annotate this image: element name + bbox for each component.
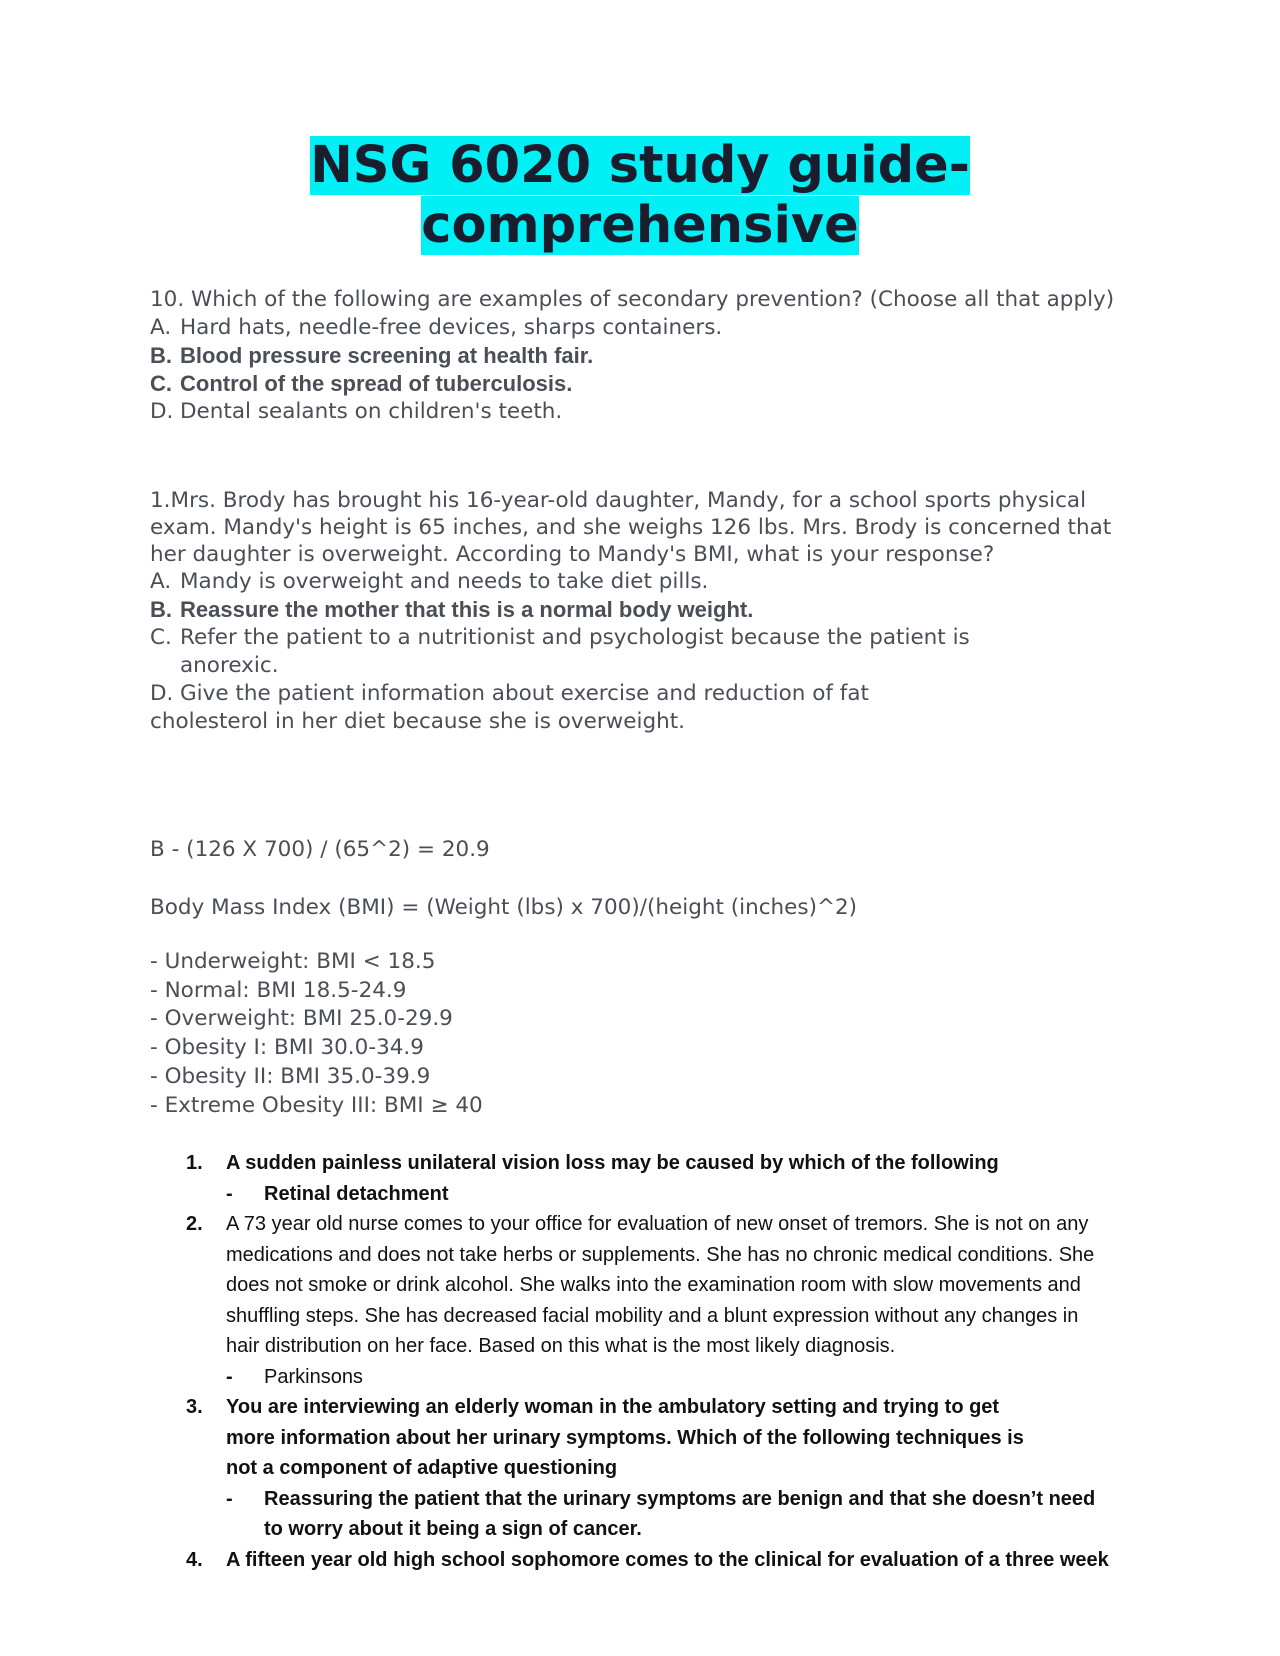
- document-title: [150, 136, 1130, 256]
- list-item: [186, 1545, 1116, 1576]
- bmi-range: - Underweight: BMI < 18.5: [150, 949, 436, 974]
- title-line-2: comprehensive: [421, 196, 859, 255]
- question-line: more information about her urinary symptoms. Which of the following techniques is: [226, 1426, 1024, 1449]
- item-question: A fifteen year old high school sophomore comes to the clinical for evaluation of a three week: [226, 1548, 1109, 1571]
- option-text: Give the patient information about exercise and reduction of fat: [180, 681, 869, 706]
- option-letter: C.: [150, 625, 172, 650]
- question-line: You are interviewing an elderly woman in the ambulatory setting and trying to get: [226, 1396, 1000, 1418]
- answer-calculation: B - (126 X 700) / (65^2) = 20.9: [150, 837, 490, 862]
- item-answer: [186, 1362, 1116, 1393]
- title-line-1: NSG 6020 study guide-: [310, 136, 970, 195]
- option-letter: C.: [150, 371, 172, 396]
- bmi-ranges: [150, 948, 1135, 1120]
- dash-bullet: -: [226, 1182, 233, 1205]
- option-letter: A.: [150, 569, 172, 594]
- dash-bullet: -: [226, 1487, 233, 1510]
- option-text: Refer the patient to a nutritionist and psychologist because the patient is anorexic.: [180, 625, 970, 678]
- question-line: not a component of adaptive questioning: [226, 1457, 618, 1479]
- item-question: A sudden painless unilateral vision loss may be caused by which of the following: [226, 1152, 999, 1174]
- list-item: [186, 1148, 1116, 1179]
- option-text: Hard hats, needle-free devices, sharps containers.: [180, 315, 723, 340]
- option-letter: B.: [150, 597, 172, 622]
- item-question: A 73 year old nurse comes to your office for evaluation of new onset of tremors. She is not on any medications and does not take herbs or supplements. She has no chronic medical conditions. She does not smoke or drink alcohol. She walks into the examination room with slow movements and shuffling steps. She has decreased facial mobility and a blunt expression without any changes in hair distribution on her face. Based on this what is the most likely diagnosis.: [226, 1213, 1095, 1357]
- option-text: Dental sealants on children's teeth.: [180, 399, 563, 424]
- option-letter: B.: [150, 343, 172, 368]
- item-number: 4.: [186, 1548, 203, 1571]
- bmi-range: - Normal: BMI 18.5-24.9: [150, 977, 407, 1003]
- option-letter: D.: [150, 399, 174, 424]
- question-10: [150, 286, 1135, 426]
- bmi-formula: Body Mass Index (BMI) = (Weight (lbs) x 700)/(height (inches)^2): [150, 895, 858, 920]
- bmi-range: - Obesity II: BMI 35.0-39.9: [150, 1063, 431, 1089]
- list-item: [186, 1209, 1116, 1362]
- option-letter: A.: [150, 315, 172, 340]
- dash-bullet: -: [226, 1365, 233, 1388]
- bmi-range: - Extreme Obesity III: BMI ≥ 40: [150, 1092, 483, 1118]
- item-number: 1.: [186, 1152, 203, 1174]
- question-1-bmi: [150, 487, 1135, 736]
- option-letter: D.: [150, 681, 174, 706]
- bmi-range: - Overweight: BMI 25.0-29.9: [150, 1006, 453, 1032]
- option-c-correct: [150, 370, 1135, 398]
- option-d: [150, 680, 1135, 708]
- option-c: [150, 624, 1135, 680]
- item-question: [226, 1392, 1116, 1484]
- question-stem: [150, 487, 1135, 568]
- question-number: 1.: [150, 488, 171, 513]
- list-item: [186, 1392, 1116, 1484]
- question-stem: 10. Which of the following are examples of secondary prevention? (Choose all that apply): [150, 287, 1115, 312]
- option-a: [150, 568, 1135, 596]
- option-text: Blood pressure screening at health fair.: [180, 343, 594, 368]
- answer-text: Reassuring the patient that the urinary symptoms are benign and that she doesn’t need to worry about it being a sign of cancer.: [264, 1487, 1096, 1540]
- bmi-explanation: [150, 835, 1135, 1120]
- option-text: Mandy is overweight and needs to take diet pills.: [180, 569, 709, 594]
- option-b-correct: [150, 342, 1135, 370]
- answer-text: Retinal detachment: [264, 1182, 449, 1205]
- option-d: [150, 398, 1135, 426]
- item-number: 2.: [186, 1213, 203, 1235]
- question-stem-text: Mrs. Brody has brought his 16-year-old daughter, Mandy, for a school sports physical exam. Mandy's height is 65 inches, and she weighs 126 lbs. Mrs. Brody is concerned that her daughter is overweight. According to Mandy's BMI, what is your response?: [150, 488, 1112, 567]
- option-text: Reassure the mother that this is a normal body weight.: [180, 597, 754, 622]
- item-number: 3.: [186, 1396, 203, 1418]
- option-a: [150, 314, 1135, 342]
- option-b-correct: [150, 596, 1135, 624]
- item-answer: [186, 1179, 1116, 1210]
- option-text: Control of the spread of tuberculosis.: [180, 371, 573, 396]
- numbered-questions: [186, 1148, 1116, 1575]
- option-d-continued: cholesterol in her diet because she is overweight.: [150, 709, 685, 734]
- answer-text: Parkinsons: [264, 1365, 363, 1388]
- item-answer: [186, 1484, 1116, 1545]
- bmi-range: - Obesity I: BMI 30.0-34.9: [150, 1035, 424, 1061]
